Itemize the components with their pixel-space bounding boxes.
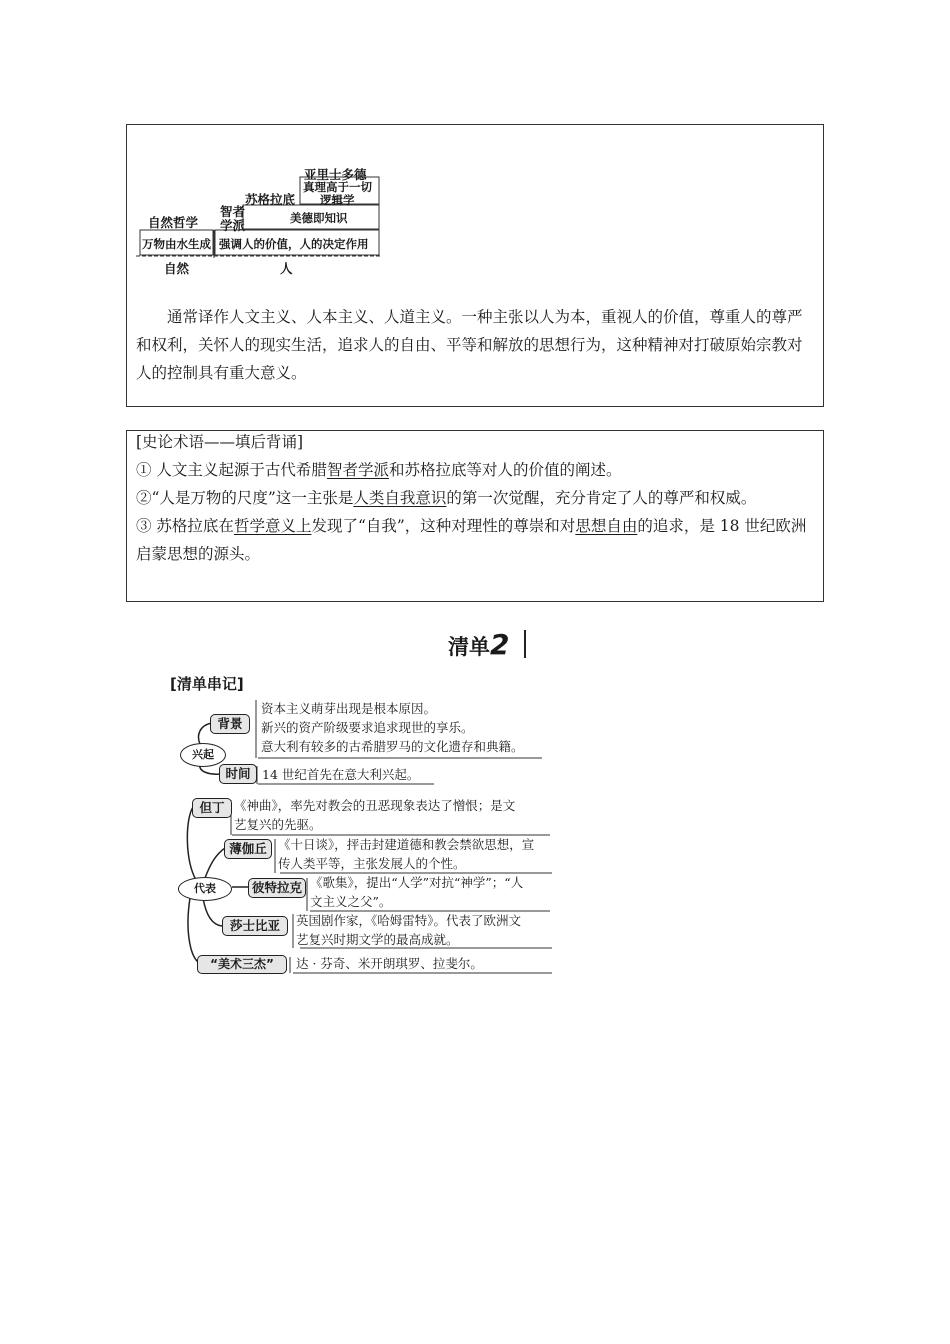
axis-human-label: 人 <box>280 261 293 276</box>
terms-heading: [史论术语——填后背诵] <box>136 433 304 451</box>
background-line-3: 意大利有较多的古希腊罗马的文化遗存和典籍。 <box>261 739 524 754</box>
node-representatives: 代表 <box>178 877 232 901</box>
aristotle-label: 亚里士多德 <box>304 167 367 182</box>
time-text: 14 世纪首先在意大利兴起。 <box>262 767 420 782</box>
background-line-1: 资本主义萌芽出现是根本原因。 <box>261 701 437 716</box>
node-petrarch: 彼特拉克 <box>248 878 306 898</box>
dante-line-1: 《神曲》，率先对教会的丑恶现象表达了憎恨；是文 <box>234 798 516 813</box>
aristotle-text-1: 真理高于一切 <box>303 180 372 194</box>
dante-line-2: 艺复兴的先驱。 <box>234 817 322 832</box>
intro-paragraph: 通常译作人文主义、人本主义、人道主义。一种主张以人为本，重视人的价值，尊重人的尊严和权利，关怀人的现实生活，追求人的自由、平等和解放的思想行为，这种精神对打破原始宗教对人的控制具有重大意义。 <box>136 308 803 382</box>
list-2-title: 清单2 <box>448 628 510 661</box>
list-2-subtitle: [清单串记] <box>170 675 244 693</box>
petrarch-line-1: 《歌集》，提出“人学”对抗“神学”；“人 <box>310 875 524 890</box>
node-dante: 但丁 <box>192 798 232 818</box>
socrates-text: 美德即知识 <box>290 211 348 225</box>
node-three-masters: “美术三杰” <box>197 955 287 974</box>
sophists-label-1: 智者 <box>220 204 246 219</box>
boccaccio-line-1: 《十日谈》，抨击封建道德和教会禁欲思想，宣 <box>278 837 535 852</box>
node-background: 背景 <box>210 714 250 734</box>
socrates-label: 苏格拉底 <box>245 192 296 207</box>
natural-philosophy-text: 万物由水生成 <box>142 237 211 251</box>
node-rise: 兴起 <box>180 743 226 767</box>
terms-item-2: ②“人是万物的尺度”这一主张是人类自我意识的第一次觉醒，充分肯定了人的尊严和权威。 <box>136 489 757 507</box>
axis-nature-label: 自然 <box>164 261 190 276</box>
terms-item-3: ③ 苏格拉底在哲学意义上发现了“自我”，这种对理性的尊崇和对思想自由的追求，是 18 世纪欧洲启蒙思想的源头。 <box>136 517 807 563</box>
shakespeare-line-2: 艺复兴时期文学的最高成就。 <box>296 932 459 947</box>
boccaccio-line-2: 传人类平等，主张发展人的个性。 <box>278 856 466 871</box>
node-boccaccio: 薄伽丘 <box>224 839 272 859</box>
shakespeare-line-1: 英国剧作家，《哈姆雷特》。代表了欧洲文 <box>296 913 522 928</box>
aristotle-text-2: 逻辑学 <box>320 193 355 207</box>
node-shakespeare: 莎士比亚 <box>222 916 288 936</box>
three-masters-text: 达 · 芬奇、米开朗琪罗、拉斐尔。 <box>296 956 483 971</box>
sophists-label-2: 学派 <box>220 218 246 233</box>
terms-item-1: ① 人文主义起源于古代希腊智者学派和苏格拉底等对人的价值的阐述。 <box>136 461 622 479</box>
natural-philosophy-label: 自然哲学 <box>148 215 199 230</box>
background-line-2: 新兴的资产阶级要求追求现世的享乐。 <box>261 720 474 735</box>
sophists-text: 强调人的价值，人的决定作用 <box>219 237 369 251</box>
node-time: 时间 <box>219 764 257 784</box>
petrarch-line-2: 文主义之父”。 <box>310 894 392 909</box>
